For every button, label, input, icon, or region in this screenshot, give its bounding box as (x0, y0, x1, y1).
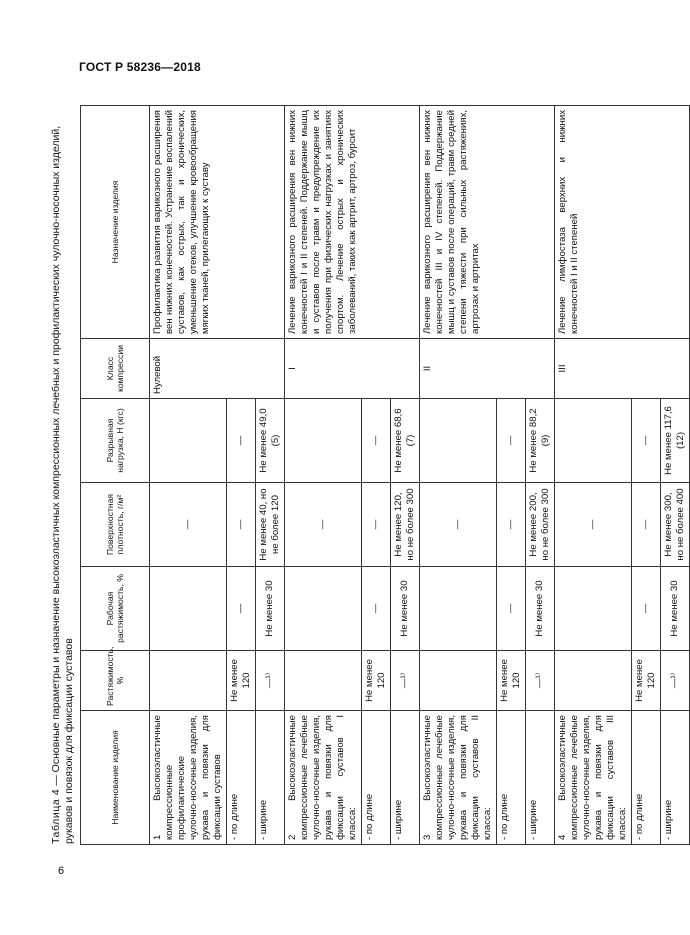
caption-text: — Основные параметры и назначение высокоэластичных компрессионных лечебных и профилактических чулочно-носочных изделий, рукавов и повязок для фиксации суставов (50, 125, 75, 844)
density-cell: — (362, 483, 391, 567)
stretch-cell: Не менее 120 (632, 651, 661, 711)
density-cell: — (150, 483, 227, 567)
stretch-cell: Не менее 120 (227, 651, 256, 711)
load-cell: — (227, 399, 256, 483)
density-cell: — (227, 483, 256, 567)
purpose-cell: Лечение варикозного расширения вен нижних конечностей III и IV степеней. Поддержание мышц и суставов после операций, травм средней степени тяжести при сильных растяжениях, артрозах и артритах (420, 106, 555, 339)
column-header-stretch: Растяжимость, % (81, 651, 150, 711)
row-label: - по длине (497, 711, 526, 845)
density-cell: — (555, 483, 632, 567)
work-stretch-cell: Не менее 30 (256, 567, 285, 651)
work-stretch-cell: — (632, 567, 661, 651)
row-label: - ширине (256, 711, 285, 845)
document-header: ГОСТ Р 58236—2018 (79, 60, 201, 74)
column-header-name: Наименование изделия (81, 711, 150, 845)
density-cell: Не менее 40, но не более 120 (256, 483, 285, 567)
row-label: - ширине (526, 711, 555, 845)
row-label: - ширине (391, 711, 420, 845)
load-cell: Не менее 68,6 (7) (391, 399, 420, 483)
work-stretch-cell: — (362, 567, 391, 651)
work-stretch-cell: Не менее 30 (661, 567, 690, 651)
table-header-row (81, 106, 150, 845)
density-cell: — (497, 483, 526, 567)
stretch-cell: Не менее 120 (362, 651, 391, 711)
column-header-density: Поверхностная плотность, г/м² (81, 483, 150, 567)
row-label: - ширине (661, 711, 690, 845)
column-header-purpose: Назначение изделия (81, 106, 150, 339)
table-row (285, 106, 362, 845)
purpose-cell: Лечение лимфостаза верхних и нижних конечностей I и II степеней (555, 106, 690, 339)
table-row (150, 106, 227, 845)
work-stretch-cell: — (227, 567, 256, 651)
table-row (555, 106, 632, 845)
density-cell: Не менее 200, но не более 300 (526, 483, 555, 567)
column-header-work-stretch: Рабочая растяжимость, % (81, 567, 150, 651)
density-cell: Не менее 300, но не более 400 (661, 483, 690, 567)
group-title: 2 Высокоэластичные компрессионные лечебные чулочно-носочные изделия, рукава и повязки для фиксации суставов I класса: (285, 711, 362, 845)
row-label: - по длине (632, 711, 661, 845)
group-title: 4 Высокоэластичные компрессионные лечебные чулочно-носочные изделия, рукава и повязки для фиксации суставов III класса: (555, 711, 632, 845)
density-cell: — (420, 483, 497, 567)
stretch-cell: Не менее 120 (497, 651, 526, 711)
parameters-table (80, 105, 690, 845)
stretch-cell: —¹⁾ (391, 651, 420, 711)
stretch-cell: —¹⁾ (256, 651, 285, 711)
density-cell: Не менее 120, но не более 300 (391, 483, 420, 567)
load-cell: Не менее 117,6 (12) (661, 399, 690, 483)
row-label: - по длине (362, 711, 391, 845)
table-row (420, 106, 497, 845)
load-cell: Не менее 88,2 (9) (526, 399, 555, 483)
load-cell: — (632, 399, 661, 483)
class-cell: Нулевой (150, 339, 285, 399)
load-cell: — (362, 399, 391, 483)
column-header-class: Класс компрессии (81, 339, 150, 399)
stretch-cell: —¹⁾ (526, 651, 555, 711)
class-cell: I (285, 339, 420, 399)
table-caption (50, 99, 76, 844)
work-stretch-cell: Не менее 30 (391, 567, 420, 651)
column-header-load: Разрывная нагрузка, Н (кгс) (81, 399, 150, 483)
stretch-cell: —¹⁾ (661, 651, 690, 711)
rotated-table-block (50, 98, 686, 858)
purpose-cell: Лечение варикозного расширения вен нижних конечностей I и II степеней. Поддержание мышц и суставов после травм и предупреждение их получения при физических нагрузках и занятиях спортом. Лечение острых и хронических заболеваний, таких как артрит, артроз, бурсит (285, 106, 420, 339)
density-cell: — (632, 483, 661, 567)
load-cell: — (497, 399, 526, 483)
density-cell: — (285, 483, 362, 567)
class-cell: III (555, 339, 690, 399)
caption-lead: Таблица 4 (50, 788, 62, 844)
purpose-cell: Профилактика развития варикозного расширения вен нижних конечностей. Устранение воспалений суставов, как острых, так и хронических, уменьшение отеков, улучшение кровообращения мягких тканей, прилегающих к суставу (150, 106, 285, 339)
work-stretch-cell: Не менее 30 (526, 567, 555, 651)
row-label: - по длине (227, 711, 256, 845)
group-title: 1 Высокоэластичные компрессионные профилактические чулочно-носочные изделия, рукава и повязки для фиксации суставов (150, 711, 227, 845)
page-number: 6 (58, 865, 65, 877)
work-stretch-cell: — (497, 567, 526, 651)
class-cell: II (420, 339, 555, 399)
load-cell: Не менее 49,0 (5) (256, 399, 285, 483)
group-title: 3 Высокоэластичные компрессионные лечебные чулочно-носочные изделия, рукава и повязки для фиксации суставов II класса: (420, 711, 497, 845)
